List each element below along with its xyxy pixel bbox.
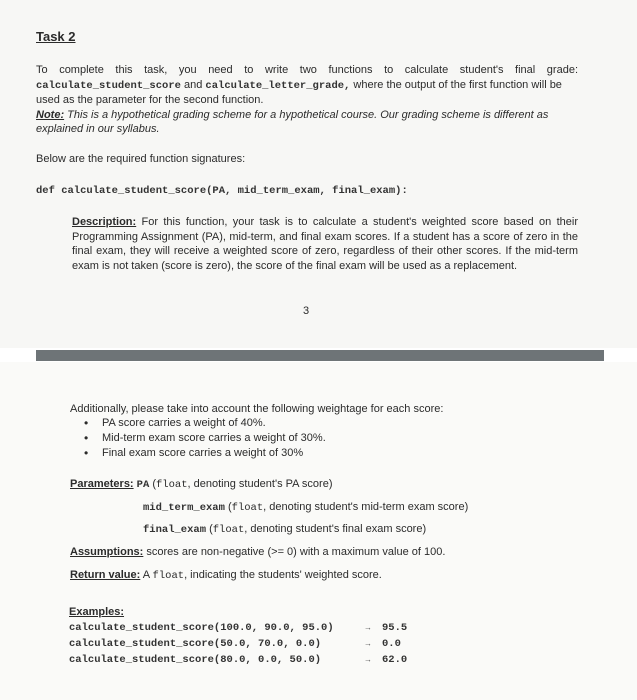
description-block	[72, 215, 578, 273]
return-value-post: , indicating the students' weighted score.	[184, 569, 382, 581]
param-midterm-desc: , denoting student's mid-term exam score)	[263, 501, 469, 513]
examples-results	[382, 620, 407, 668]
return-value-pre: A	[142, 569, 150, 581]
fn1-name: calculate_student_score	[36, 79, 181, 92]
examples-calls	[69, 620, 334, 668]
page-top	[0, 0, 637, 348]
param-final: final_exam (float, denoting student's final exam score)	[143, 523, 427, 536]
param-midterm: mid_term_exam (float, denoting student's mid-term exam score)	[143, 501, 469, 514]
param-midterm-name: mid_term_exam	[143, 502, 225, 514]
param-final-type: float	[212, 524, 245, 536]
example-call-2: calculate_student_score(50.0, 70.0, 0.0)	[69, 638, 322, 650]
intro-line-2	[36, 78, 578, 94]
weightage-list	[80, 416, 326, 461]
param-midterm-type: float	[231, 502, 264, 514]
function-signature: def calculate_student_score(PA, mid_term_exam, final_exam):	[36, 185, 408, 197]
example-arrow-1: →	[364, 623, 372, 632]
fn2-name: calculate_letter_grade,	[205, 79, 351, 92]
examples-label: Examples:	[69, 606, 125, 618]
parameters-label: Parameters:	[70, 478, 134, 490]
example-arrow-3: →	[364, 655, 372, 664]
page-divider	[36, 350, 604, 361]
intro-line-2-rest: where the output of the first function will be	[353, 78, 562, 91]
signatures-heading: Below are the required function signatures:	[36, 153, 246, 165]
examples-arrows	[364, 620, 372, 668]
assumptions	[70, 545, 445, 560]
param-final-name: final_exam	[143, 524, 207, 536]
example-result-3: 62.0	[382, 654, 408, 666]
example-result-2: 0.0	[382, 638, 401, 650]
weightage-item-pa: • PA score carries a weight of 40%.	[80, 416, 326, 431]
param-final-desc: , denoting student's final exam score)	[244, 523, 427, 535]
page-number: 3	[303, 305, 310, 317]
weightage-item-midterm: • Mid-term exam score carries a weight of 30%.	[80, 431, 326, 446]
note-label: Note:	[36, 108, 65, 121]
example-arrow-2: →	[364, 639, 372, 648]
note-text: This is a hypothetical grading scheme for a hypothetical course. Our grading scheme is different as	[67, 108, 549, 121]
return-value	[70, 568, 382, 584]
param-pa-type: float	[156, 479, 188, 491]
return-value-type: float	[152, 570, 185, 582]
example-call-1: calculate_student_score(100.0, 90.0, 95.0)	[69, 622, 334, 634]
note-line-1	[36, 108, 578, 123]
return-value-label: Return value:	[70, 569, 141, 581]
weightage-item-final: • Final exam score carries a weight of 30%	[80, 446, 326, 461]
param-pa-desc: , denoting student's PA score)	[187, 478, 333, 490]
description-text: For this function, your task is to calculate a student's weighted score based on their Programming Assignment (PA), mid-term, and final exam scores. If a student has a score of zero in the final exam, they will receive a weighted score of zero, regardless of their other scores. If the mid-term exam is not taken (score is zero), the score of the final exam will be used as a replacement.	[72, 216, 578, 272]
param-pa-name: PA	[136, 479, 150, 491]
note-line-2: explained in our syllabus.	[36, 123, 160, 135]
assumptions-text: scores are non-negative (>= 0) with a maximum value of 100.	[146, 546, 446, 558]
intro-paragraph	[36, 63, 578, 137]
intro-line-1: To complete this task, you need to write two functions to calculate student's final grade:	[36, 64, 578, 76]
example-result-1: 95.5	[382, 622, 408, 634]
assumptions-label: Assumptions:	[70, 546, 144, 558]
weightage-intro: Additionally, please take into account the following weightage for each score:	[70, 403, 444, 415]
intro-line-3: used as the parameter for the second function.	[36, 94, 264, 106]
param-pa: Parameters: PA (float, denoting student's PA score)	[70, 478, 333, 491]
example-call-3: calculate_student_score(80.0, 0.0, 50.0)	[69, 654, 322, 666]
task-title: Task 2	[36, 29, 76, 44]
description-label: Description:	[72, 216, 137, 228]
intro-and: and	[184, 78, 203, 91]
